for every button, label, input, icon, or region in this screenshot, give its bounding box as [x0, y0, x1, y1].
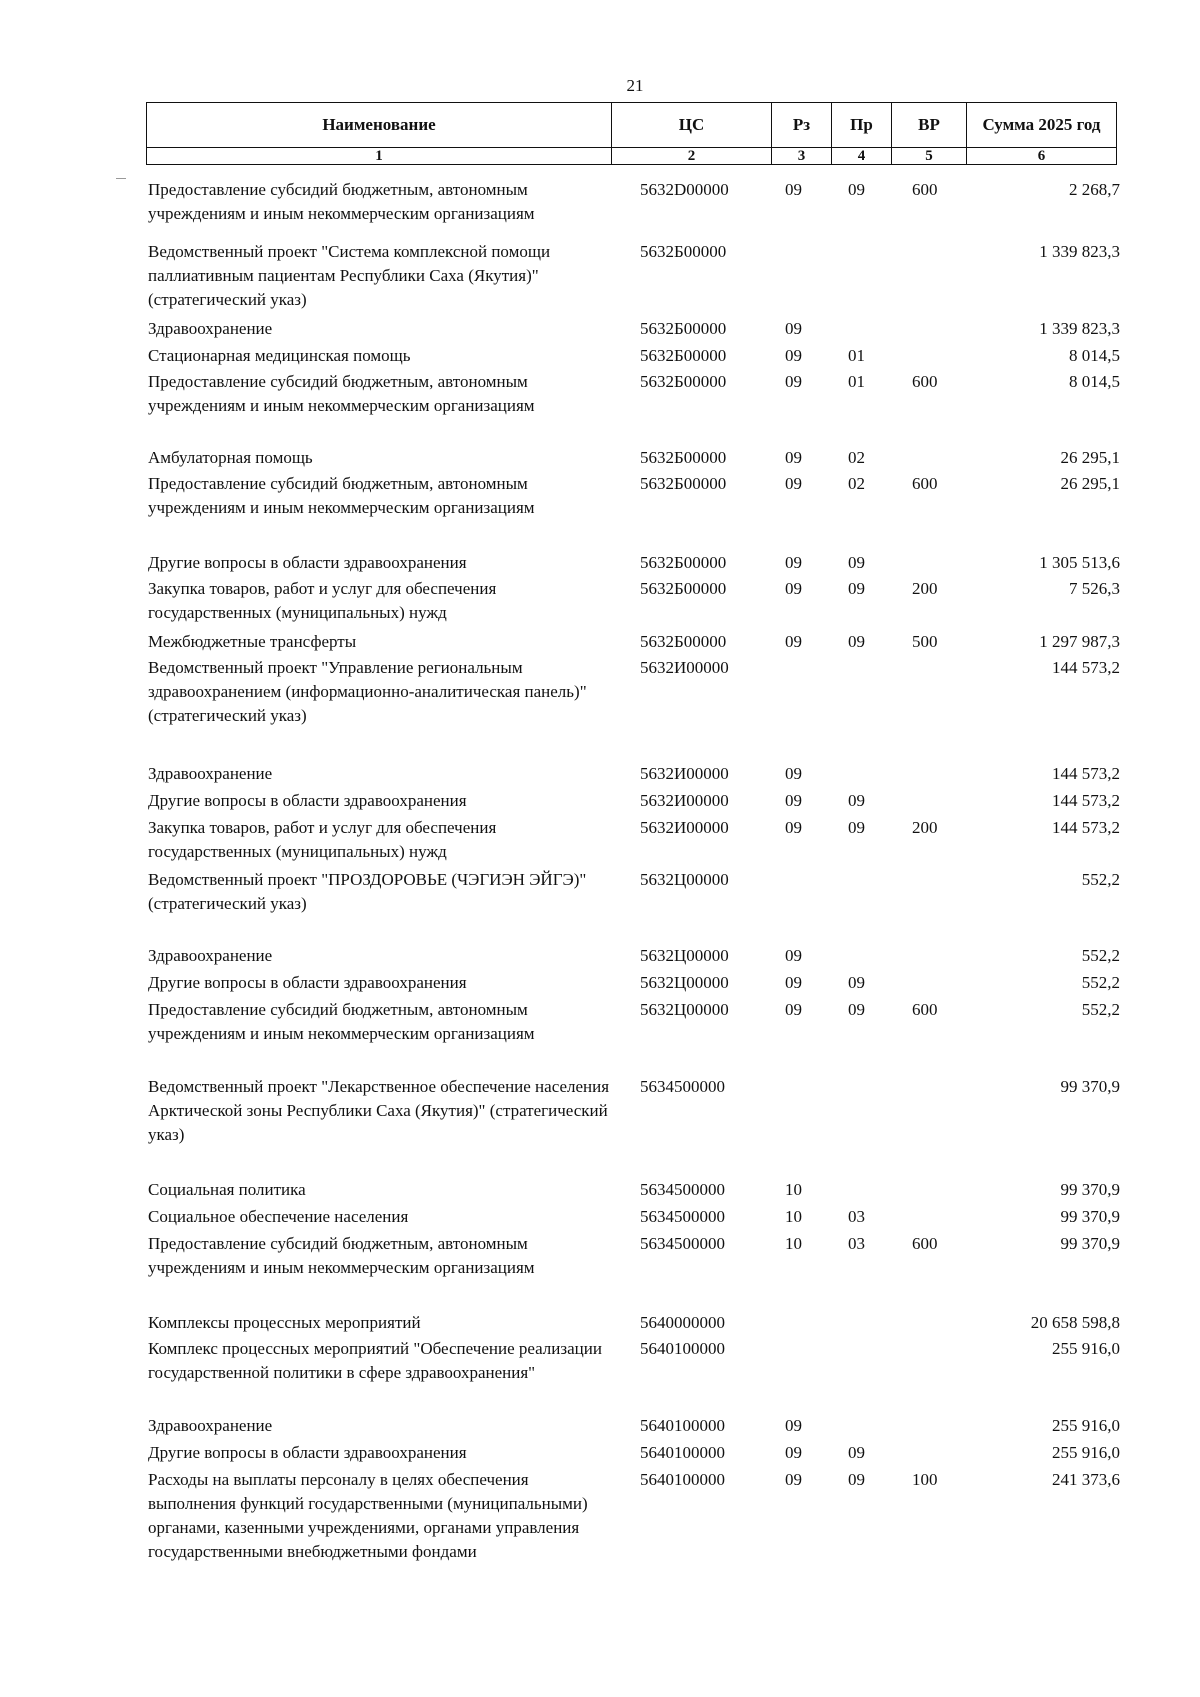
cell-rz: 10	[785, 1207, 802, 1226]
cell-cs: 5632И00000	[640, 658, 729, 677]
cell-name: Другие вопросы в области здравоохранения	[148, 791, 467, 810]
cell-rz: 09	[785, 1416, 802, 1435]
cell-name: Здравоохранение	[148, 319, 273, 338]
cell-pr: 09	[848, 553, 865, 572]
cell-pr: 09	[848, 1443, 865, 1462]
header-sum: Сумма 2025 год	[967, 103, 1117, 148]
cell-name: Здравоохранение	[148, 764, 273, 783]
cell-name: Другие вопросы в области здравоохранения	[148, 973, 467, 992]
cell-rz: 09	[785, 973, 802, 992]
cell-pr: 03	[848, 1207, 865, 1226]
cell-sum: 241 373,6	[1052, 1470, 1120, 1489]
cell-sum: 144 573,2	[1052, 658, 1120, 677]
header-col-number: 1	[147, 148, 612, 165]
page-number: 21	[626, 76, 644, 95]
cell-name: Ведомственный проект "Лекарственное обеспечение населения Арктической зоны Республики Саха (Якутия)" (стратегический указ)	[148, 1077, 610, 1144]
cell-cs: 5634500000	[640, 1207, 725, 1226]
cell-cs: 5632D00000	[640, 180, 729, 199]
cell-pr: 03	[848, 1234, 865, 1253]
cell-sum: 552,2	[1081, 1000, 1120, 1019]
cell-name: Другие вопросы в области здравоохранения	[148, 553, 467, 572]
cell-vr: 600	[912, 180, 938, 199]
cell-rz: 09	[785, 579, 802, 598]
cell-vr: 600	[912, 474, 938, 493]
cell-vr: 600	[912, 1000, 938, 1019]
cell-name: Предоставление субсидий бюджетным, автономным учреждениям и иным некоммерческим организациям	[148, 372, 535, 415]
cell-sum: 1 305 513,6	[1039, 553, 1120, 572]
cell-sum: 552,2	[1081, 946, 1120, 965]
header-rz: Рз	[772, 103, 832, 148]
cell-cs: 5632Б00000	[640, 242, 727, 261]
cell-pr: 09	[848, 579, 865, 598]
cell-name: Межбюджетные трансферты	[148, 632, 357, 651]
cell-vr: 500	[912, 632, 938, 651]
cell-sum: 144 573,2	[1052, 764, 1120, 783]
cell-cs: 5640000000	[640, 1313, 725, 1332]
cell-vr: 100	[912, 1470, 938, 1489]
cell-name: Комплексы процессных мероприятий	[148, 1313, 421, 1332]
cell-cs: 5634500000	[640, 1180, 725, 1199]
cell-rz: 09	[785, 448, 802, 467]
cell-pr: 09	[848, 973, 865, 992]
cell-cs: 5632Б00000	[640, 579, 727, 598]
table-header	[146, 102, 1117, 165]
cell-name: Социальная политика	[148, 1180, 306, 1199]
margin-mark	[116, 178, 126, 179]
cell-name: Ведомственный проект "ПРОЗДОРОВЬЕ (ЧЭГИЭН ЭЙГЭ)" (стратегический указ)	[148, 870, 587, 913]
cell-pr: 09	[848, 180, 865, 199]
header-col-number: 5	[892, 148, 967, 165]
header-col-number: 3	[772, 148, 832, 165]
cell-sum: 255 916,0	[1052, 1443, 1120, 1462]
cell-rz: 09	[785, 346, 802, 365]
cell-name: Расходы на выплаты персоналу в целях обеспечения выполнения функций государственными (муниципальными) органами, казенными учреждениями, органами управления государственными внебюджетными фондами	[148, 1470, 588, 1561]
cell-pr: 01	[848, 346, 865, 365]
cell-pr: 09	[848, 818, 865, 837]
cell-sum: 255 916,0	[1052, 1416, 1120, 1435]
header-col-number: 4	[832, 148, 892, 165]
cell-rz: 10	[785, 1180, 802, 1199]
cell-sum: 144 573,2	[1052, 791, 1120, 810]
cell-cs: 5632Ц00000	[640, 946, 729, 965]
cell-cs: 5632И00000	[640, 818, 729, 837]
cell-name: Ведомственный проект "Управление региональным здравоохранением (информационно-аналитическая панель)" (стратегический указ)	[148, 658, 587, 725]
header-vr: ВР	[892, 103, 967, 148]
cell-rz: 09	[785, 372, 802, 391]
cell-name: Предоставление субсидий бюджетным, автономным учреждениям и иным некоммерческим организациям	[148, 180, 535, 223]
cell-pr: 09	[848, 791, 865, 810]
cell-cs: 5632Ц00000	[640, 1000, 729, 1019]
cell-cs: 5640100000	[640, 1470, 725, 1489]
cell-rz: 09	[785, 474, 802, 493]
cell-sum: 99 370,9	[1060, 1207, 1120, 1226]
cell-pr: 02	[848, 448, 865, 467]
cell-rz: 09	[785, 180, 802, 199]
cell-pr: 09	[848, 1000, 865, 1019]
cell-sum: 1 297 987,3	[1039, 632, 1120, 651]
cell-sum: 1 339 823,3	[1039, 242, 1120, 261]
cell-cs: 5632Б00000	[640, 372, 727, 391]
cell-sum: 99 370,9	[1060, 1180, 1120, 1199]
cell-name: Предоставление субсидий бюджетным, автономным учреждениям и иным некоммерческим организациям	[148, 474, 535, 517]
cell-pr: 09	[848, 1470, 865, 1489]
cell-sum: 26 295,1	[1060, 448, 1120, 467]
cell-cs: 5632Б00000	[640, 448, 727, 467]
cell-name: Другие вопросы в области здравоохранения	[148, 1443, 467, 1462]
cell-name: Ведомственный проект "Система комплексной помощи паллиативным пациентам Республики Саха (Якутия)" (стратегический указ)	[148, 242, 551, 309]
cell-rz: 09	[785, 818, 802, 837]
cell-vr: 200	[912, 579, 938, 598]
cell-name: Стационарная медицинская помощь	[148, 346, 411, 365]
cell-rz: 09	[785, 764, 802, 783]
cell-vr: 200	[912, 818, 938, 837]
header-name: Наименование	[147, 103, 612, 148]
cell-rz: 09	[785, 553, 802, 572]
cell-vr: 600	[912, 1234, 938, 1253]
cell-name: Предоставление субсидий бюджетным, автономным учреждениям и иным некоммерческим организациям	[148, 1234, 535, 1277]
cell-name: Здравоохранение	[148, 946, 273, 965]
header-pr: Пр	[832, 103, 892, 148]
cell-cs: 5640100000	[640, 1443, 725, 1462]
cell-cs: 5632Б00000	[640, 553, 727, 572]
cell-rz: 09	[785, 1000, 802, 1019]
cell-rz: 09	[785, 1443, 802, 1462]
cell-cs: 5632Б00000	[640, 319, 727, 338]
cell-cs: 5640100000	[640, 1416, 725, 1435]
cell-sum: 8 014,5	[1069, 346, 1120, 365]
cell-sum: 7 526,3	[1069, 579, 1120, 598]
header-cs: ЦС	[612, 103, 772, 148]
cell-cs: 5632Ц00000	[640, 973, 729, 992]
cell-sum: 552,2	[1081, 973, 1120, 992]
cell-pr: 09	[848, 632, 865, 651]
cell-cs: 5634500000	[640, 1234, 725, 1253]
cell-cs: 5632И00000	[640, 791, 729, 810]
cell-sum: 99 370,9	[1060, 1077, 1120, 1096]
cell-rz: 09	[785, 632, 802, 651]
cell-sum: 2 268,7	[1069, 180, 1120, 199]
cell-name: Предоставление субсидий бюджетным, автономным учреждениям и иным некоммерческим организациям	[148, 1000, 535, 1043]
cell-sum: 99 370,9	[1060, 1234, 1120, 1253]
cell-name: Закупка товаров, работ и услуг для обеспечения государственных (муниципальных) нужд	[148, 579, 497, 622]
header-col-number: 6	[967, 148, 1117, 165]
header-col-number: 2	[612, 148, 772, 165]
cell-cs: 5632Б00000	[640, 632, 727, 651]
cell-cs: 5632И00000	[640, 764, 729, 783]
cell-sum: 26 295,1	[1060, 474, 1120, 493]
cell-rz: 10	[785, 1234, 802, 1253]
cell-sum: 1 339 823,3	[1039, 319, 1120, 338]
cell-sum: 255 916,0	[1052, 1339, 1120, 1358]
cell-pr: 02	[848, 474, 865, 493]
cell-sum: 144 573,2	[1052, 818, 1120, 837]
cell-name: Здравоохранение	[148, 1416, 273, 1435]
cell-cs: 5632Б00000	[640, 346, 727, 365]
cell-rz: 09	[785, 319, 802, 338]
cell-pr: 01	[848, 372, 865, 391]
cell-rz: 09	[785, 946, 802, 965]
cell-cs: 5632Ц00000	[640, 870, 729, 889]
cell-sum: 8 014,5	[1069, 372, 1120, 391]
cell-rz: 09	[785, 1470, 802, 1489]
cell-name: Закупка товаров, работ и услуг для обеспечения государственных (муниципальных) нужд	[148, 818, 497, 861]
cell-sum: 552,2	[1081, 870, 1120, 889]
cell-name: Комплекс процессных мероприятий "Обеспечение реализации государственной политики в сфере здравоохранения"	[148, 1339, 602, 1382]
cell-rz: 09	[785, 791, 802, 810]
cell-cs: 5632Б00000	[640, 474, 727, 493]
cell-name: Социальное обеспечение населения	[148, 1207, 409, 1226]
cell-cs: 5634500000	[640, 1077, 725, 1096]
cell-name: Амбулаторная помощь	[148, 448, 313, 467]
cell-cs: 5640100000	[640, 1339, 725, 1358]
cell-vr: 600	[912, 372, 938, 391]
cell-sum: 20 658 598,8	[1030, 1313, 1120, 1332]
